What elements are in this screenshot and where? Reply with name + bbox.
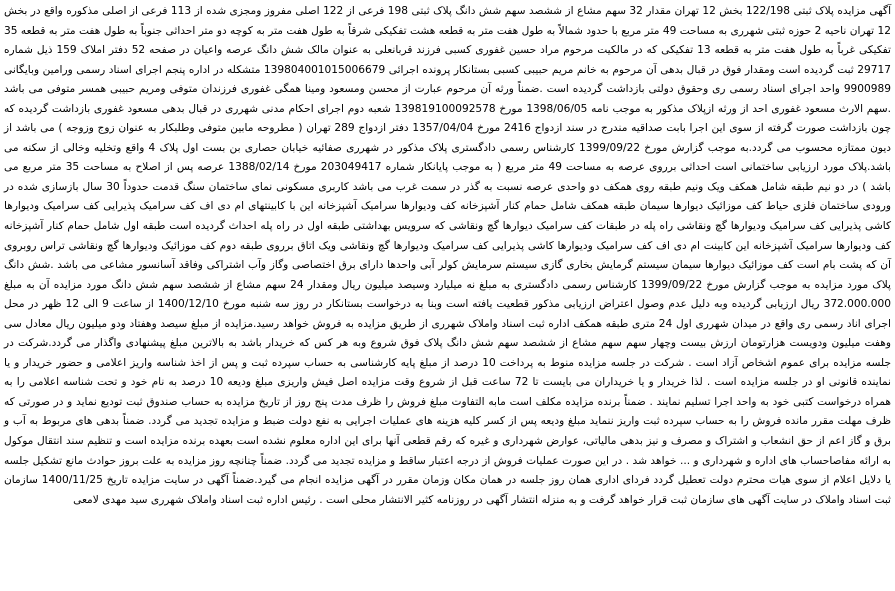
auction-notice-text: آگهی مزایده پلاک ثبتی 122/198 بخش 12 تهران مقدار 32 سهم مشاع از ششصد سهم شش دانگ پلاک ثبتی 198 فرعی از 122 اصلی مفروز ومجزی شده از 113 فرعی از اصلی مذکوره واقع در بخش 12 تهران ناحیه 2 حوزه ثبتی شهرری به مساحت 49 متر مربع با حدود شمالاً به طول هفت متر به قطعه هشت تفکیکی شرقاً به طول هفت متر به کوچه دو متر احداثی جنوباً به طول هفت متر به قطعه 35 تفکیکی غرباً به طول هفت متر به قطعه 13 تفکیکی که در مالکیت مرحوم مراد حسین غفوری کسبی فرزند قربانعلی به عنوان مالک شش دانگ عرصه واعیان در صفحه 52 دفتر املاک 159 ذیل شماره 29717 ثبت گردیده است ومقدار فوق در قبال بدهی آن مرحوم به خانم مریم حبیبی کسبی بستانکار پرونده اجرائی 139804001015006679 متشکله در اداره پنجم اجرای اسناد رسمی ورامین وبایگانی 9900989 واحد اجرای اسناد رسمی ری وحقوق دولتی بازداشت گردیده است .ضمناً ورثه آن مرحوم عبارت از محسن ومسعود ومینا همگی غفوری فرزندان متوفی ومریم حبیبی همسر متوفی می باشد .سهم الارث مسعود غفوری احد از ورثه ازپلاک مذکور به موجب نامه 1398/06/05 مورخ 139819100092578 شعبه دوم اجرای احکام مدنی شهرری در قبال بدهی مسعود غفوری بازداشت گردیده که چون بازداشت صورت گرفته از سوی این اجرا بابت صداقیه مندرج در سند ازدواج 2416 مورخ 1357/04/04 دفتر ازدواج 289 تهران ( مطروحه مابین متوفی وطلبکار به عنوان زوج وزوجه ) می باشد از دیون ممتازه محسوب می گردد.به موجب گزارش مورخ 1399/09/22 کارشناس رسمی دادگستری پلاک مذکور در شهرری صفائیه خیابان حصاری بن بست اول پلاک 4 واقع وتخلیه وخالی از سکنه می باشد.پلاک مورد ارزیابی ساختمانی است احداثی برروی عرصه به مساحت 49 متر مربع ( به موجب پایانکار شماره 203049417 مورخ 1388/02/14 عرصه پس از اصلاح به مساحت 35 متر مربع می باشد ) در دو نیم طبقه شامل همکف ویک ونیم طبقه روی همکف دو واحدی عرصه نسبت به گذر در سمت غرب می باشد کاربری مسکونی نمای ساختمان سنگ قدمت حدوداً 30 سال بازسازی شده در ورودی ساختمان فلزی حیاط کف موزائیک دیوارها سیمان طبقه همکف شامل حمام کنار آشپزخانه کف ودیوارها سرامیک آشپزخانه این با کابینتهای ام دی اف کف سرامیک پذیرایی کف سرامیک ودیوارها کاشی پذیرایی کف سرامیک ودیوارها گچ ونقاشی راه پله در طبقات کف سرامیک دیوارها گچ ونقاشی که سرویس بهداشتی طبقه اول در راه پله احداث گردیده است طبقه اول شامل حمام کنار آشپزخانه کف ودیوارها سرامیک آشپزخانه این کابینت ام دی اف کف سرامیک ودیوارها کاشی پذیرایی کف سرامیک ودیوارها گچ ونقاشی ویک اتاق برروی طبقه دوم کف موزائیک ودیوارها گچ ونقاشی تراس روبروی آن که پشت بام است کف موزائیک دیوارها سیمان سیستم گرمایش بخاری گازی سیستم سرمایش کولر آبی واحدها دارای برق اختصاصی وگاز وآب اشتراکی وفاقد آسانسور مشاعی می باشد .شش دانگ پلاک مورد مزایده به موجب گزارش مورخ 1399/09/22 کارشناس رسمی دادگستری به مبلغ نه میلیارد وسیصد میلیون ریال ومقدار 24 سهم مشاع از ششصد سهم شش دانگ مورد مزایده آن به مبلغ 372.000.000 ریال ارزیابی گردیده وبه دلیل عدم وصول اعتراض ارزیابی مذکور قطعیت یافته است وبنا به درخواست بستانکار در روز سه شنبه مورخ 1400/12/10 از ساعت 9 الی 12 ظهر در محل اجرای اناد رسمی ری واقع در میدان شهرری اول 24 متری طبقه همکف اداره ثبت اسناد واملاک شهرری از طریق مزایده به فروش خواهد رسید.مزایده از مبلغ سیصد وهفتاد ودو میلیون ریال معادل سی وهفت میلیون ودویست هزارتومان ارزش بیست وچهار سهم سهم مشاع از ششصد سهم شش دانگ پلاک فوق شروع وبه هر کس که خریدار باشد به بالاترین مبلغ پیشنهادی واگذار می گردد.شرکت در جلسه مزایده برای عموم اشخاص آزاد است . شرکت در جلسه مزایده منوط به پرداخت 10 درصد از مبلغ پایه کارشناسی به حساب سپرده ثبت و پس از اخذ شناسه واریز اعلامی و حضور خریدار و یا نماینده قانونی او در جلسه مزایده است . لذا خریدار و یا خریداران می بایست تا 72 ساعت قبل از شروع وقت مزایده اصل فیش واریزی مبلغ ودیعه 10 درصد به نام خود و تحت شناسه اعلامی را به همراه درخواست کتبی خود به واحد اجرا تسلیم نمایند . ضمناً برنده مزایده مکلف است مابه التفاوت مبلغ فروش را ظرف مدت پنج روز از تاریخ مزایده به حساب صندوق ثبت تودیع نماید و در صورتی که ظرف مهلت مقرر مانده فروش را به حساب سپرده ثبت واریز ننماید مبلغ ودیعه پس از کسر کلیه هزینه های عملیات اجرایی به نفع دولت ضبط و مزایده تجدید می گردد. ضمناً بدهی های مربوط به آب و برق و گاز اعم از حق انشعاب و اشتراک و مصرف و نیز بدهی مالیاتی، عوارض شهرداری و غیره که رقم قطعی آنها برای این اداره معلوم نشده است بعهده برنده مزایده است و تنظیم سند انتقال موکول به ارائه مفاصاحساب های اداره و شهرداری و ... خواهد شد . در این صورت عملیات فروش از درجه اعتبار ساقط و مزایده تجدید می گردد. ضمناً چنانچه روز مزایده به علت بروز حوادث مانع تشکیل جلسه یا دلایل اعلام از سوی هیات محترم دولت تعطیل گردد فردای اداری همان روز جلسه در همان مکان وزمان مقرر در آگهی مزایده انجام می گیرد.ضمناً آگهی در سایت مزایده تاریخ 1400/11/25 سازمان ثبت اسناد واملاک در سایت آگهی های سازمان ثبت قرار خواهد گرفت و به منزله انتشار آگهی در روزنامه کثیر الانتشار محلی است . رئیس اداره ثبت اسناد واملاک شهرری سید مهدی لامعی bbox=[4, 5, 892, 506]
